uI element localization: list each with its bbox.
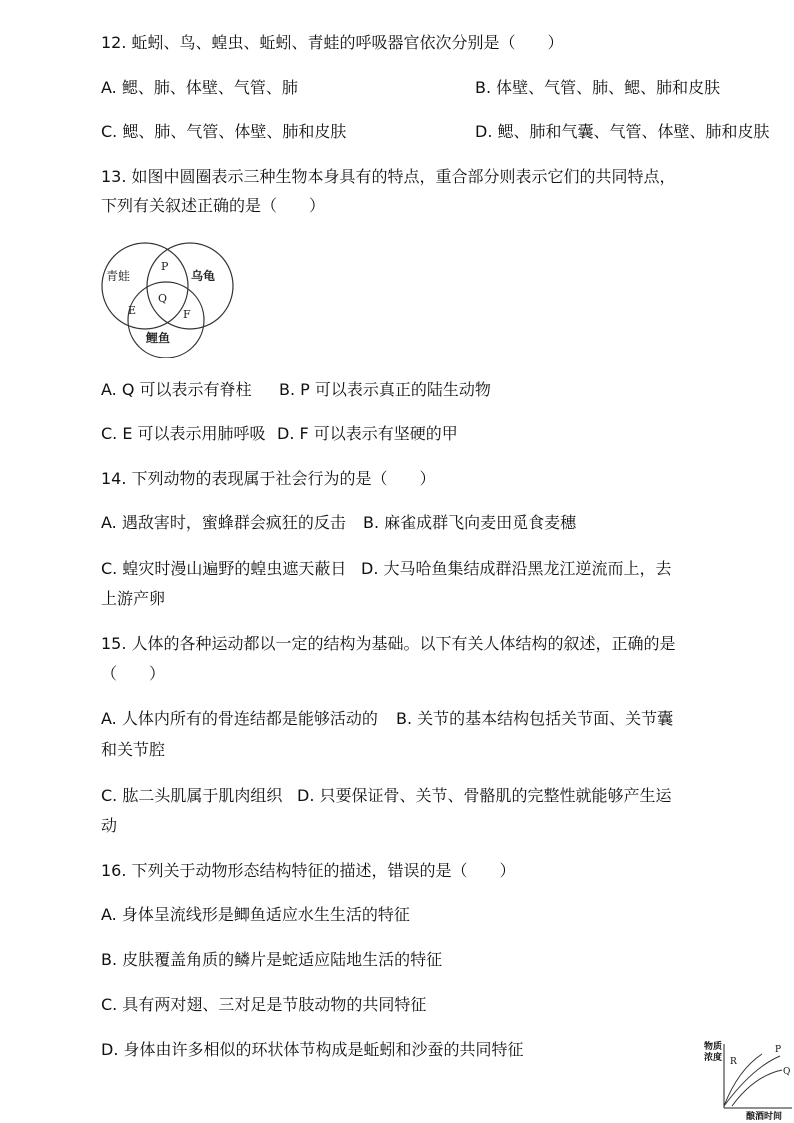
- q12-options-row1: [101, 78, 721, 98]
- q14-option-d: D. 大马哈鱼集结成群沿黑龙江逆流而上，去: [361, 559, 672, 578]
- q13-options-row1: [101, 380, 491, 400]
- q12-stem: 12. 蚯蚓、鸟、蝗虫、蚯蚓、青蛙的呼吸器官依次分别是（ ）: [101, 33, 564, 52]
- q14-option-a: A. 遇敌害时，蜜蜂群会疯狂的反击: [101, 513, 346, 532]
- venn-label-turtle: 乌龟: [191, 269, 216, 283]
- q15-option-a: A. 人体内所有的骨连结都是能够活动的: [101, 709, 378, 728]
- q16-option-d: D. 身体由许多相似的环状体节构成是蚯蚓和沙蚕的共同特征: [101, 1040, 524, 1059]
- q13-option-c: C. E 可以表示用肺呼吸: [101, 424, 266, 443]
- q14-options-row1: [101, 513, 577, 533]
- q16-option-c: C. 具有两对翅、三对足是节肢动物的共同特征: [101, 995, 427, 1014]
- graph-label-r: R: [730, 1057, 737, 1067]
- q15-option-c: C. 肱二头肌属于肌肉组织: [101, 786, 283, 805]
- venn-label-fish: 鲤鱼: [146, 331, 171, 345]
- q14-option-d-cont: 上游产卵: [101, 589, 166, 608]
- graph-curve-q: [732, 1070, 782, 1106]
- q12-options-row2: [101, 122, 770, 142]
- q13-option-d: D. F 可以表示有坚硬的甲: [277, 424, 458, 443]
- venn-region-p: P: [161, 260, 169, 273]
- q15-options-row2: [101, 786, 672, 806]
- graph-label-p: P: [775, 1045, 782, 1055]
- graph-label-q: Q: [783, 1067, 791, 1077]
- q13-stem-line2: 下列有关叙述正确的是（ ）: [101, 196, 326, 215]
- q14-option-b: B. 麻雀成群飞向麦田觅食麦穗: [363, 513, 577, 532]
- graph-ylabel-line2: 浓度: [704, 1053, 723, 1063]
- q15-option-b: B. 关节的基本结构包括关节面、关节囊: [396, 709, 674, 728]
- q13-stem-line1: 13. 如图中圆圈表示三种生物本身具有的特点，重合部分则表示它们的共同特点，: [101, 167, 676, 186]
- venn-region-q: Q: [158, 292, 168, 305]
- venn-label-frog: 青蛙: [106, 269, 131, 283]
- q15-options-row1: [101, 709, 674, 729]
- q14-option-c: C. 蝗灾时漫山遍野的蝗虫遮天蔽日: [101, 559, 347, 578]
- concentration-graph: [702, 1040, 794, 1120]
- q14-stem: 14. 下列动物的表现属于社会行为的是（ ）: [101, 469, 436, 488]
- q16-stem: 16. 下列关于动物形态结构特征的描述，错误的是（ ）: [101, 861, 516, 880]
- q15-option-b-cont: 和关节腔: [101, 740, 166, 759]
- graph-ylabel-line1: 物质: [704, 1042, 723, 1052]
- q16-option-a: A. 身体呈流线形是鲫鱼适应水生生活的特征: [101, 905, 410, 924]
- q12-option-a: A. 鳃、肺、体壁、气管、肺: [101, 78, 298, 97]
- q14-options-row2: [101, 559, 672, 579]
- q15-stem-line2: （ ）: [101, 664, 166, 683]
- q15-option-d: D. 只要保证骨、关节、骨骼肌的完整性就能够产生运: [297, 786, 672, 805]
- venn-diagram: [98, 240, 238, 358]
- venn-circle-frog: [102, 243, 188, 329]
- q15-option-d-cont: 动: [101, 816, 118, 835]
- q13-option-b: B. P 可以表示真正的陆生动物: [279, 380, 491, 399]
- q13-option-a: A. Q 可以表示有脊柱: [101, 380, 252, 399]
- graph-xlabel: 酿酒时间: [746, 1112, 783, 1120]
- q16-option-b: B. 皮肤覆盖角质的鳞片是蛇适应陆地生活的特征: [101, 950, 443, 969]
- q12-option-c: C. 鳃、肺、气管、体壁、肺和皮肤: [101, 122, 347, 141]
- q15-stem-line1: 15. 人体的各种运动都以一定的结构为基础。以下有关人体结构的叙述，正确的是: [101, 634, 676, 653]
- venn-region-e: E: [128, 304, 137, 317]
- venn-region-f: F: [183, 308, 191, 321]
- q12-option-d: D. 鳃、肺和气囊、气管、体壁、肺和皮肤: [475, 122, 770, 141]
- q12-option-b: B. 体壁、气管、肺、鳃、肺和皮肤: [475, 78, 721, 97]
- q13-options-row2: [101, 424, 458, 444]
